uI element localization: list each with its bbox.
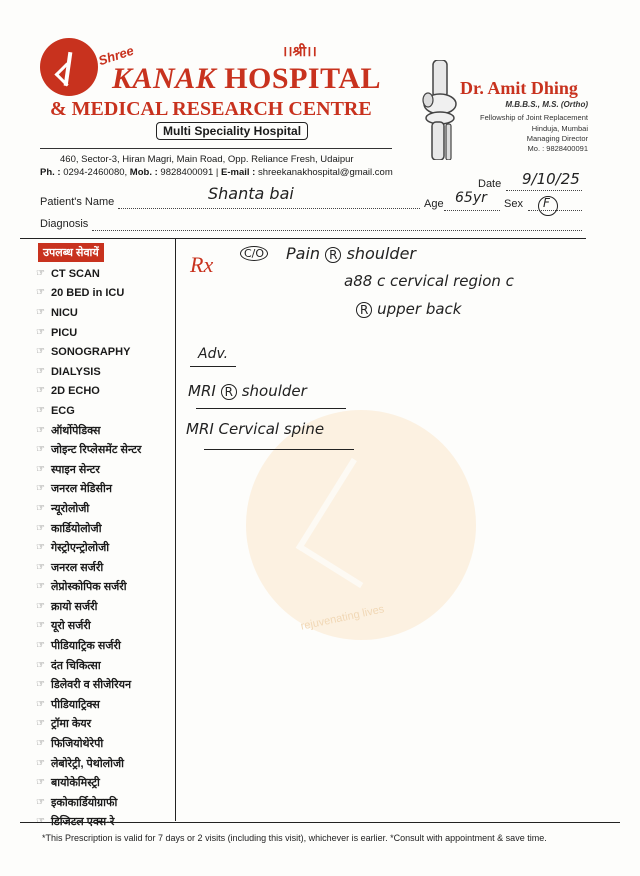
service-item [36, 695, 176, 715]
service-label: लेप्रोस्कोपिक सर्जरी [50, 581, 127, 594]
pointing-hand-icon: ☞ [36, 306, 45, 318]
age-dots [444, 210, 500, 211]
hospital-subtitle: & MEDICAL RESEARCH CENTRE [50, 98, 372, 120]
services-title: उपलब्ध सेवायें [38, 243, 104, 262]
service-label: लेबोरेट्री, पेथोलोजी [50, 757, 125, 770]
doctor-fellowship: Fellowship of Joint Replacement [480, 113, 588, 122]
title-kanak: KANAK [112, 62, 217, 95]
hospital-contact [40, 167, 393, 178]
pointing-hand-icon: ☞ [36, 561, 45, 573]
service-item [36, 675, 176, 695]
email-address: shreekanakhospital@gmail.com [257, 167, 393, 178]
service-label: न्यूरोलोजी [50, 502, 90, 515]
service-label: NICU [50, 306, 78, 319]
pointing-hand-icon: ☞ [36, 796, 45, 808]
hospital-title [112, 62, 381, 96]
service-item [36, 342, 176, 362]
phone-label: Ph. : [40, 167, 61, 178]
service-item [36, 715, 176, 735]
service-label: पीडियाट्रिक्स [50, 698, 100, 711]
header-divider [40, 148, 392, 149]
patient-name-dots [118, 208, 420, 209]
service-label: यूरो सर्जरी [50, 620, 91, 633]
co-circle: C/O [240, 246, 268, 261]
patient-name-label: Patient's Name [40, 196, 115, 208]
doctor-fellowship-place: Hinduja, Mumbai [531, 124, 588, 133]
service-label: डिलेवरी व सीजेरियन [50, 679, 132, 692]
service-label: 2D ECHO [50, 385, 100, 398]
pointing-hand-icon: ☞ [36, 718, 45, 730]
services-list [36, 264, 176, 832]
service-label: पीडियाट्रिक सर्जरी [50, 640, 121, 653]
service-item [36, 519, 176, 539]
advice-underline [190, 366, 236, 367]
service-label: डिजिटल एक्स-रे [50, 816, 115, 829]
hospital-address: 460, Sector-3, Hiran Magri, Main Road, Opp. Reliance Fresh, Udaipur [60, 154, 354, 165]
rx-line-3-text: upper back [377, 300, 462, 318]
date-value: 9/10/25 [522, 170, 580, 188]
pointing-hand-icon: ☞ [36, 581, 45, 593]
pointing-hand-icon: ☞ [36, 502, 45, 514]
pointing-hand-icon: ☞ [36, 698, 45, 710]
right-marker-3: R [221, 384, 237, 400]
pointing-hand-icon: ☞ [36, 659, 45, 671]
advice-label: Adv. [198, 346, 229, 362]
service-label: DIALYSIS [50, 365, 101, 378]
body-top-divider [20, 238, 586, 239]
sex-label: Sex [504, 198, 523, 210]
service-item [36, 264, 176, 284]
pointing-hand-icon: ☞ [36, 385, 45, 397]
pointing-hand-icon: ☞ [36, 424, 45, 436]
service-label: इकोकार्डियोग्राफी [50, 796, 118, 809]
rx-line-1-pain: Pain [286, 244, 321, 263]
service-label: जनरल मेडिसीन [50, 483, 112, 496]
service-label: स्पाइन सेन्टर [50, 463, 100, 476]
rx-line-1 [286, 244, 416, 263]
service-label: SONOGRAPHY [50, 346, 131, 359]
service-item [36, 656, 176, 676]
service-item [36, 401, 176, 421]
pointing-hand-icon: ☞ [36, 463, 45, 475]
pointing-hand-icon: ☞ [36, 483, 45, 495]
mri-shoulder-line [188, 382, 307, 400]
pointing-hand-icon: ☞ [36, 404, 45, 416]
diagnosis-dots [92, 230, 582, 231]
rx-symbol: Rx [190, 252, 214, 277]
service-label: बायोकेमिस्ट्री [50, 777, 100, 790]
pointing-hand-icon: ☞ [36, 522, 45, 534]
service-item [36, 323, 176, 343]
service-label: PICU [50, 326, 78, 339]
knee-joint-icon [420, 60, 460, 160]
mobile-label: Mob. : [129, 167, 158, 178]
pointing-hand-icon: ☞ [36, 542, 45, 554]
pointing-hand-icon: ☞ [36, 326, 45, 338]
patient-name-value: Shanta bai [208, 184, 294, 203]
doctor-role: Managing Director [526, 134, 588, 143]
age-value: 65yr [455, 190, 487, 206]
diagnosis-label: Diagnosis [40, 218, 89, 230]
service-label: क्रायो सर्जरी [50, 600, 98, 613]
service-label: जोइन्ट रिप्लेसमेंट सेन्टर [50, 444, 142, 457]
service-item [36, 773, 176, 793]
service-label: ऑर्थोपेडिक्स [50, 424, 101, 437]
doctor-mobile: Mo. : 9828400091 [527, 144, 588, 153]
service-item [36, 597, 176, 617]
service-label: दंत चिकित्सा [50, 659, 101, 672]
service-item [36, 754, 176, 774]
shree-label: Shree [96, 42, 136, 69]
email-label: E-mail : [221, 167, 256, 178]
service-item [36, 578, 176, 598]
title-hospital: HOSPITAL [216, 62, 382, 95]
service-item [36, 421, 176, 441]
mri-shoulder-text: shoulder [241, 382, 307, 400]
shree-blessing: ।।श्री।। [282, 43, 317, 59]
service-item [36, 362, 176, 382]
service-label: ट्रॉमा केयर [50, 718, 92, 731]
phone-number: 0294-2460080, [63, 167, 128, 178]
service-item [36, 303, 176, 323]
pointing-hand-icon: ☞ [36, 640, 45, 652]
service-item [36, 793, 176, 813]
mobile-number: 9828400091 | [160, 167, 219, 178]
service-label: गेस्ट्रोएन्ट्रोलोजी [50, 542, 110, 555]
service-item [36, 460, 176, 480]
speciality-badge: Multi Speciality Hospital [156, 122, 308, 140]
mri-label-1: MRI [188, 382, 216, 400]
rx-line-2: a88 c cervical region c [344, 272, 514, 290]
right-marker-2: R [356, 302, 372, 318]
service-item [36, 617, 176, 637]
rx-line-3 [356, 300, 462, 318]
date-dots [506, 190, 582, 191]
pointing-hand-icon: ☞ [36, 444, 45, 456]
footer-divider [20, 822, 620, 823]
service-item [36, 284, 176, 304]
service-label: फिजियोथेरेपी [50, 738, 104, 751]
service-item [36, 480, 176, 500]
service-label: कार्डियोलोजी [50, 522, 102, 535]
service-item [36, 499, 176, 519]
pointing-hand-icon: ☞ [36, 287, 45, 299]
pointing-hand-icon: ☞ [36, 600, 45, 612]
service-item [36, 636, 176, 656]
rx-line-1-shoulder: shoulder [346, 244, 417, 263]
watermark-text: rejuvenating lives [299, 603, 386, 633]
pointing-hand-icon: ☞ [36, 365, 45, 377]
service-label: ECG [50, 404, 75, 417]
age-label: Age [424, 198, 444, 210]
pointing-hand-icon: ☞ [36, 816, 45, 828]
pointing-hand-icon: ☞ [36, 679, 45, 691]
service-item [36, 440, 176, 460]
service-label: CT SCAN [50, 267, 100, 280]
service-label: जनरल सर्जरी [50, 561, 104, 574]
service-item [36, 734, 176, 754]
pointing-hand-icon: ☞ [36, 777, 45, 789]
pointing-hand-icon: ☞ [36, 738, 45, 750]
pointing-hand-icon: ☞ [36, 267, 45, 279]
doctor-name: Dr. Amit Dhing [460, 78, 578, 98]
mri-shoulder-underline [196, 408, 346, 409]
right-marker-1: R [325, 247, 341, 263]
sex-value: F [543, 196, 550, 210]
pointing-hand-icon: ☞ [36, 620, 45, 632]
service-item [36, 538, 176, 558]
complaint-marker [240, 246, 268, 261]
pointing-hand-icon: ☞ [36, 346, 45, 358]
service-item [36, 558, 176, 578]
pointing-hand-icon: ☞ [36, 757, 45, 769]
mri-spine-line: MRI Cervical spine [186, 420, 325, 438]
service-item [36, 382, 176, 402]
validity-note: *This Prescription is valid for 7 days or 2 visits (including this visit), whichever is earlier. *Consult with appointment & save time. [42, 833, 547, 843]
mri-spine-underline [204, 449, 354, 450]
service-label: 20 BED in ICU [50, 287, 125, 300]
doctor-degree: M.B.B.S., M.S. (Ortho) [505, 100, 588, 109]
date-label: Date [478, 178, 502, 190]
